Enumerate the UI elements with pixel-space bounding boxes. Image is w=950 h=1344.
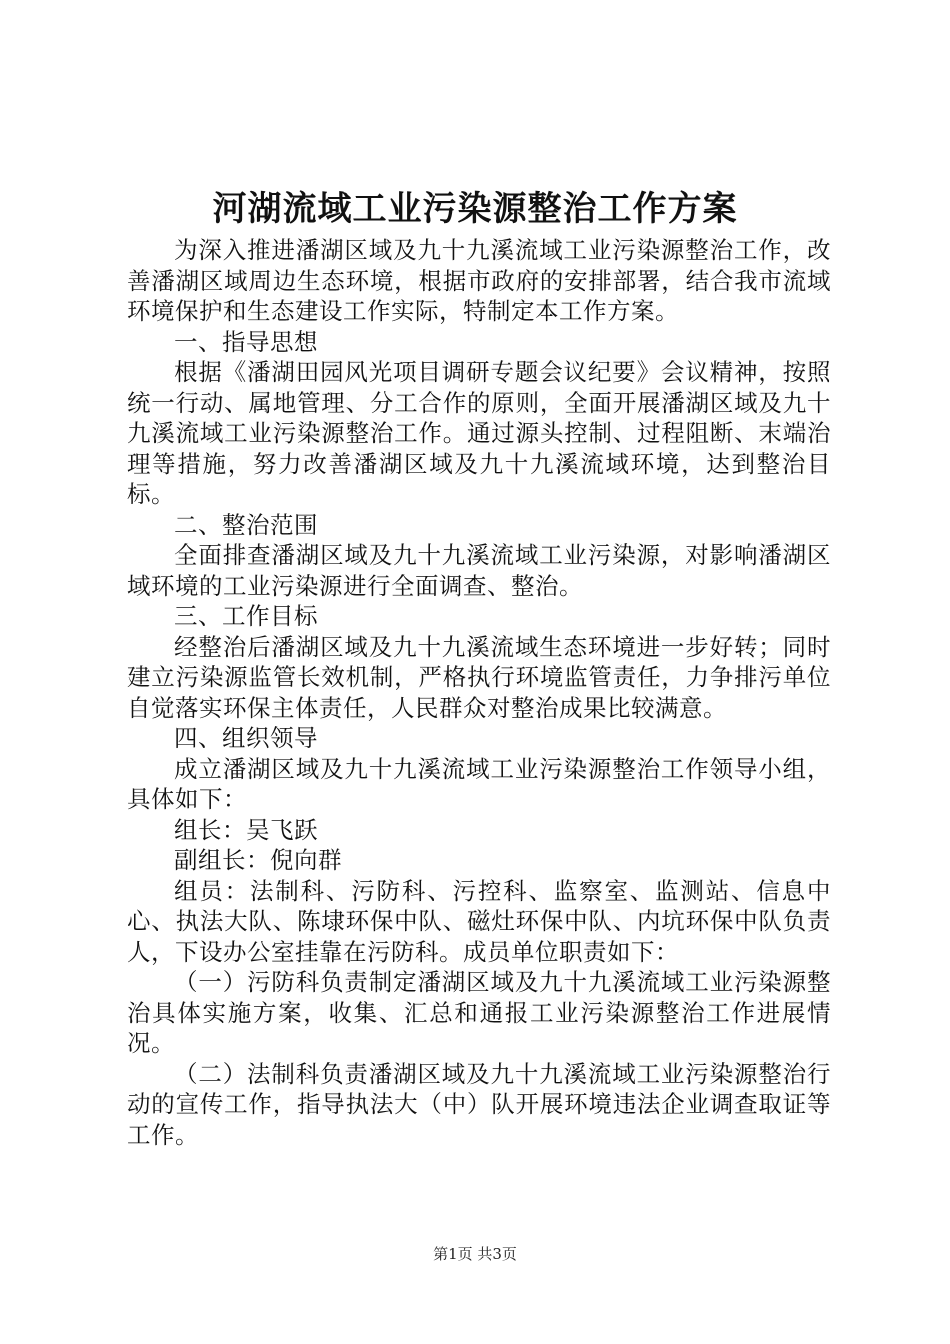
duty-item-1: （一）污防科负责制定潘湖区域及九十九溪流域工业污染源整治具体实施方案，收集、汇总和通报工业污染源整治工作进展情况。 [127, 968, 831, 1057]
team-leader-line: 组长：吴飞跃 [174, 815, 318, 844]
guiding-thought-paragraph: 根据《潘湖田园风光项目调研专题会议纪要》会议精神，按照统一行动、属地管理、分工合作的原则，全面开展潘湖区域及九十九溪流域工业污染源整治工作。通过源头控制、过程阻断、末端治理等措施，努力改善潘湖区域及九十九溪流域环境，达到整治目标。 [127, 358, 831, 508]
section-heading-guiding-thought: 一、指导思想 [174, 327, 318, 356]
deputy-leader-line: 副组长：倪向群 [174, 846, 342, 874]
section-heading-goals: 三、工作目标 [174, 602, 318, 630]
page-number-footer: 第1页 共3页 [433, 1245, 517, 1263]
organization-paragraph: 成立潘湖区域及九十九溪流域工业污染源整治工作领导小组，具体如下： [127, 754, 831, 813]
duty-item-2: （二）法制科负责潘湖区域及九十九溪流域工业污染源整治行动的宣传工作，指导执法大（中）队开展环境违法企业调查取证等工作。 [127, 1059, 831, 1149]
document-body [127, 235, 831, 1150]
section-heading-scope: 二、整治范围 [174, 510, 318, 539]
section-heading-organization: 四、组织领导 [174, 724, 318, 752]
goals-paragraph: 经整治后潘湖区域及九十九溪流域生态环境进一步好转；同时建立污染源监管长效机制，严格执行环境监管责任，力争排污单位自觉落实环保主体责任，人民群众对整治成果比较满意。 [127, 632, 831, 722]
intro-paragraph: 为深入推进潘湖区域及九十九溪流域工业污染源整治工作，改善潘湖区域周边生态环境，根据市政府的安排部署，结合我市流域环境保护和生态建设工作实际，特制定本工作方案。 [127, 236, 831, 325]
document-title: 河湖流域工业污染源整治工作方案 [212, 189, 738, 229]
scope-paragraph: 全面排查潘湖区域及九十九溪流域工业污染源，对影响潘湖区域环境的工业污染源进行全面调查、整治。 [127, 541, 831, 600]
members-paragraph: 组员：法制科、污防科、污控科、监察室、监测站、信息中心、执法大队、陈埭环保中队、磁灶环保中队、内坑环保中队负责人，下设办公室挂靠在污防科。成员单位职责如下： [127, 876, 831, 966]
